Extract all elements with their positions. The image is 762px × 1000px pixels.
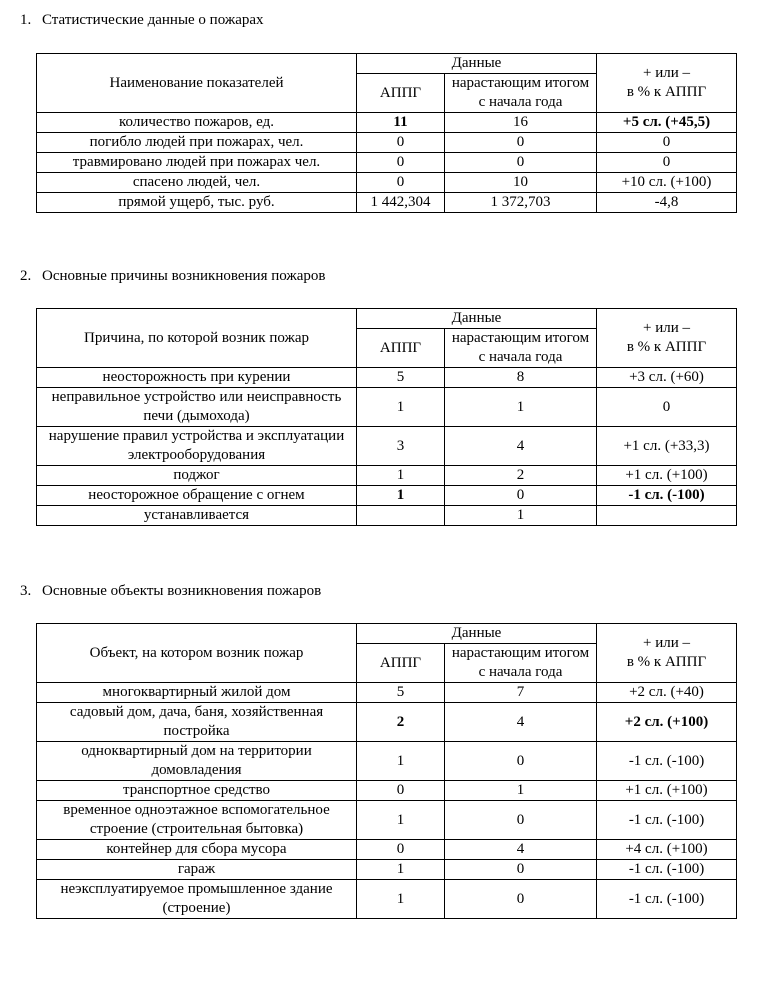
change-value-cell: +1 сл. (+100) <box>597 466 737 486</box>
cumulative-value-cell: 0 <box>445 486 597 506</box>
change-value-cell: +4 сл. (+100) <box>597 840 737 860</box>
change-value-cell: -1 сл. (-100) <box>597 742 737 781</box>
table-row <box>37 781 737 801</box>
table-row <box>37 133 737 153</box>
cumulative-value-cell: 10 <box>445 173 597 193</box>
appg-value-cell: 1 <box>357 880 445 919</box>
appg-value-cell: 0 <box>357 781 445 801</box>
section-1-number: 1. <box>20 12 32 28</box>
table-row <box>37 742 737 781</box>
fire-statistics-table <box>36 53 737 213</box>
cumulative-value-cell: 2 <box>445 466 597 486</box>
appg-header: АППГ <box>357 644 445 683</box>
change-value-cell: 0 <box>597 153 737 173</box>
row-name-cell: количество пожаров, ед. <box>37 113 357 133</box>
data-group-header: Данные <box>357 54 597 74</box>
change-header-line2: в % к АППГ <box>626 339 707 355</box>
cumulative-value-cell: 8 <box>445 368 597 388</box>
table-row <box>37 113 737 133</box>
row-name-cell: садовый дом, дача, баня, хозяйственная постройка <box>37 703 357 742</box>
cumulative-value-cell: 0 <box>445 153 597 173</box>
change-value-cell: 0 <box>597 388 737 427</box>
table-row <box>37 466 737 486</box>
cumulative-value-cell: 0 <box>445 133 597 153</box>
row-name-cell: временное одноэтажное вспомогательное строение (строительная бытовка) <box>37 801 357 840</box>
appg-value-cell: 11 <box>357 113 445 133</box>
change-header-line1: + или – <box>643 635 690 651</box>
section-2-title <box>20 268 325 285</box>
row-name-cell: нарушение правил устройства и эксплуатации электрооборудования <box>37 427 357 466</box>
table-row <box>37 860 737 880</box>
change-header <box>597 54 737 113</box>
section-3-title <box>20 583 321 600</box>
cumulative-value-cell: 0 <box>445 860 597 880</box>
row-name-cell: гараж <box>37 860 357 880</box>
change-value-cell: -1 сл. (-100) <box>597 801 737 840</box>
change-header-line1: + или – <box>643 320 690 336</box>
table-row <box>37 153 737 173</box>
section-1-title-text: Статистические данные о пожарах <box>42 12 264 28</box>
table-row <box>37 427 737 466</box>
change-value-cell: 0 <box>597 133 737 153</box>
cause-name-header: Причина, по которой возник пожар <box>37 309 357 368</box>
fire-causes-table <box>36 308 737 526</box>
row-name-cell: неосторожное обращение с огнем <box>37 486 357 506</box>
row-name-cell: погибло людей при пожарах, чел. <box>37 133 357 153</box>
row-name-cell: контейнер для сбора мусора <box>37 840 357 860</box>
appg-header: АППГ <box>357 74 445 113</box>
change-header-line1: + или – <box>643 65 690 81</box>
table-row <box>37 388 737 427</box>
appg-header: АППГ <box>357 329 445 368</box>
change-value-cell: +2 сл. (+100) <box>597 703 737 742</box>
appg-value-cell: 3 <box>357 427 445 466</box>
appg-value-cell: 2 <box>357 703 445 742</box>
change-header <box>597 624 737 683</box>
change-value-cell <box>597 506 737 526</box>
row-name-cell: неэксплуатируемое промышленное здание (строение) <box>37 880 357 919</box>
indicator-name-header: Наименование показателей <box>37 54 357 113</box>
table-row <box>37 193 737 213</box>
table-row <box>37 801 737 840</box>
row-name-cell: травмировано людей при пожарах чел. <box>37 153 357 173</box>
change-value-cell: -1 сл. (-100) <box>597 880 737 919</box>
appg-value-cell: 0 <box>357 840 445 860</box>
change-value-cell: +1 сл. (+100) <box>597 781 737 801</box>
data-group-header: Данные <box>357 624 597 644</box>
appg-value-cell <box>357 506 445 526</box>
appg-value-cell: 1 <box>357 860 445 880</box>
appg-value-cell: 1 <box>357 388 445 427</box>
change-value-cell: +5 сл. (+45,5) <box>597 113 737 133</box>
change-value-cell: -1 сл. (-100) <box>597 860 737 880</box>
change-value-cell: +1 сл. (+33,3) <box>597 427 737 466</box>
section-3-title-text: Основные объекты возникновения пожаров <box>42 583 322 599</box>
cumulative-value-cell: 4 <box>445 427 597 466</box>
row-name-cell: неосторожность при курении <box>37 368 357 388</box>
row-name-cell: устанавливается <box>37 506 357 526</box>
cumulative-value-cell: 4 <box>445 703 597 742</box>
cumulative-value-cell: 7 <box>445 683 597 703</box>
appg-value-cell: 1 <box>357 466 445 486</box>
row-name-cell: многоквартирный жилой дом <box>37 683 357 703</box>
appg-value-cell: 1 442,304 <box>357 193 445 213</box>
cumulative-header: нарастающим итогом с начала года <box>445 329 597 368</box>
change-value-cell: -1 сл. (-100) <box>597 486 737 506</box>
object-name-header: Объект, на котором возник пожар <box>37 624 357 683</box>
change-value-cell: +10 сл. (+100) <box>597 173 737 193</box>
section-2-title-text: Основные причины возникновения пожаров <box>42 268 326 284</box>
table-row <box>37 683 737 703</box>
section-1-title <box>20 12 264 29</box>
table-row <box>37 506 737 526</box>
table-row <box>37 840 737 860</box>
row-name-cell: прямой ущерб, тыс. руб. <box>37 193 357 213</box>
row-name-cell: транспортное средство <box>37 781 357 801</box>
fire-objects-table <box>36 623 737 919</box>
change-header-line2: в % к АППГ <box>626 84 707 100</box>
appg-value-cell: 5 <box>357 368 445 388</box>
row-name-cell: поджог <box>37 466 357 486</box>
cumulative-value-cell: 0 <box>445 880 597 919</box>
section-2-number: 2. <box>20 268 32 284</box>
row-name-cell: одноквартирный дом на территории домовладения <box>37 742 357 781</box>
cumulative-value-cell: 1 <box>445 388 597 427</box>
table-row <box>37 368 737 388</box>
data-group-header: Данные <box>357 309 597 329</box>
change-header <box>597 309 737 368</box>
change-value-cell: -4,8 <box>597 193 737 213</box>
table-row <box>37 173 737 193</box>
cumulative-value-cell: 4 <box>445 840 597 860</box>
appg-value-cell: 0 <box>357 153 445 173</box>
table-row <box>37 880 737 919</box>
change-value-cell: +2 сл. (+40) <box>597 683 737 703</box>
appg-value-cell: 1 <box>357 486 445 506</box>
appg-value-cell: 5 <box>357 683 445 703</box>
change-header-line2: в % к АППГ <box>626 654 707 670</box>
appg-value-cell: 1 <box>357 801 445 840</box>
appg-value-cell: 0 <box>357 173 445 193</box>
row-name-cell: неправильное устройство или неисправность печи (дымохода) <box>37 388 357 427</box>
row-name-cell: спасено людей, чел. <box>37 173 357 193</box>
appg-value-cell: 1 <box>357 742 445 781</box>
appg-value-cell: 0 <box>357 133 445 153</box>
cumulative-value-cell: 1 <box>445 781 597 801</box>
cumulative-value-cell: 1 <box>445 506 597 526</box>
cumulative-header: нарастающим итогом с начала года <box>445 644 597 683</box>
cumulative-value-cell: 1 372,703 <box>445 193 597 213</box>
table-row <box>37 703 737 742</box>
change-value-cell: +3 сл. (+60) <box>597 368 737 388</box>
cumulative-value-cell: 0 <box>445 801 597 840</box>
cumulative-header: нарастающим итогом с начала года <box>445 74 597 113</box>
section-3-number: 3. <box>20 583 32 599</box>
table-row <box>37 486 737 506</box>
cumulative-value-cell: 16 <box>445 113 597 133</box>
cumulative-value-cell: 0 <box>445 742 597 781</box>
